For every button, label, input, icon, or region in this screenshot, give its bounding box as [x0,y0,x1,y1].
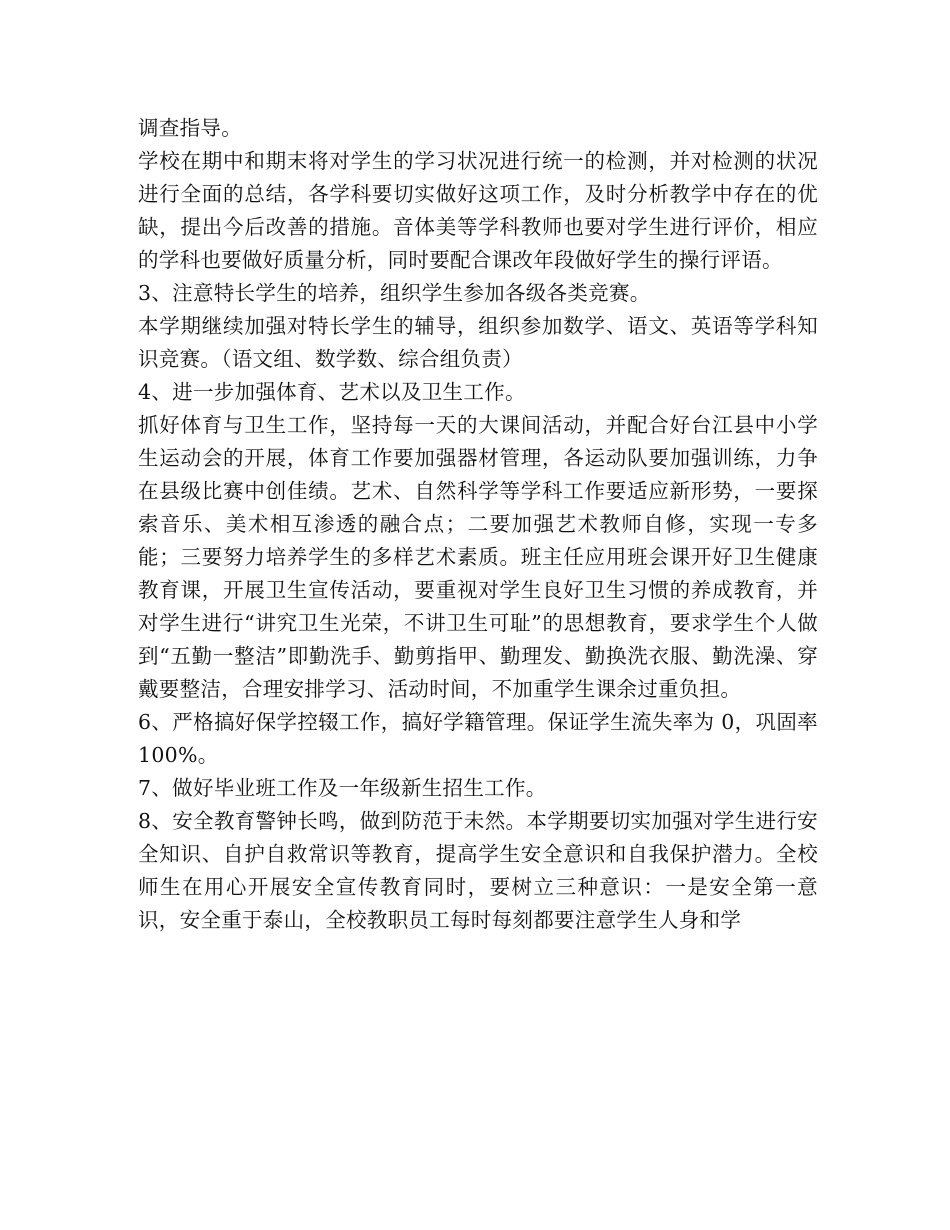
paragraph-5-heading: 4、进一步加强体育、艺术以及卫生工作。 [138,380,526,404]
paragraph-8-heading: 7、做好毕业班工作及一年级新生招生工作。 [138,776,547,800]
paragraph-2: 学校在期中和期末将对学生的学习状况进行统一的检测，并对检测的状况进行全面的总结，各学科要切实做好这项工作，及时分析教学中存在的优缺，提出今后改善的措施。音体美等学科教师也要对学生进行评价，相应的学科也要做好质量分析，同时要配合课改年段做好学生的操行评语。 [138,149,818,272]
paragraph-1: 调查指导。 [138,116,242,140]
document-body [138,112,818,937]
paragraph-3-heading: 3、注意特长学生的培养，组织学生参加各级各类竞赛。 [138,281,651,305]
paragraph-6: 抓好体育与卫生工作，坚持每一天的大课间活动，并配合好台江县中小学生运动会的开展，体育工作要加强器材管理，各运动队要加强训练，力争在县级比赛中创佳绩。艺术、自然科学等学科工作要适应新形势，一要探索音乐、美术相互渗透的融合点；二要加强艺术教师自修，实现一专多能；三要努力培养学生的多样艺术素质。班主任应用班会课开好卫生健康教育课，开展卫生宣传活动，要重视对学生良好卫生习惯的养成教育，并对学生进行“讲究卫生光荣，不讲卫生可耻”的思想教育，要求学生个人做到“五勤一整洁”即勤洗手、勤剪指甲、勤理发、勤换洗衣服、勤洗澡、穿戴要整洁，合理安排学习、活动时间，不加重学生课余过重负担。 [138,413,818,701]
paragraph-4: 本学期继续加强对特长学生的辅导，组织参加数学、语文、英语等学科知识竞赛。（语文组、数学数、综合组负责） [138,314,818,371]
paragraph-7-heading: 6、严格搞好保学控辍工作，搞好学籍管理。保证学生流失率为 0，巩固率 100%。 [138,710,818,767]
paragraph-9: 8、安全教育警钟长鸣，做到防范于未然。本学期要切实加强对学生进行安全知识、自护自救常识等教育，提高学生安全意识和自我保护潜力。全校师生在用心开展安全宣传教育同时，要树立三种意识：一是安全第一意识，安全重于泰山，全校教职员工每时每刻都要注意学生人身和学 [138,809,818,932]
